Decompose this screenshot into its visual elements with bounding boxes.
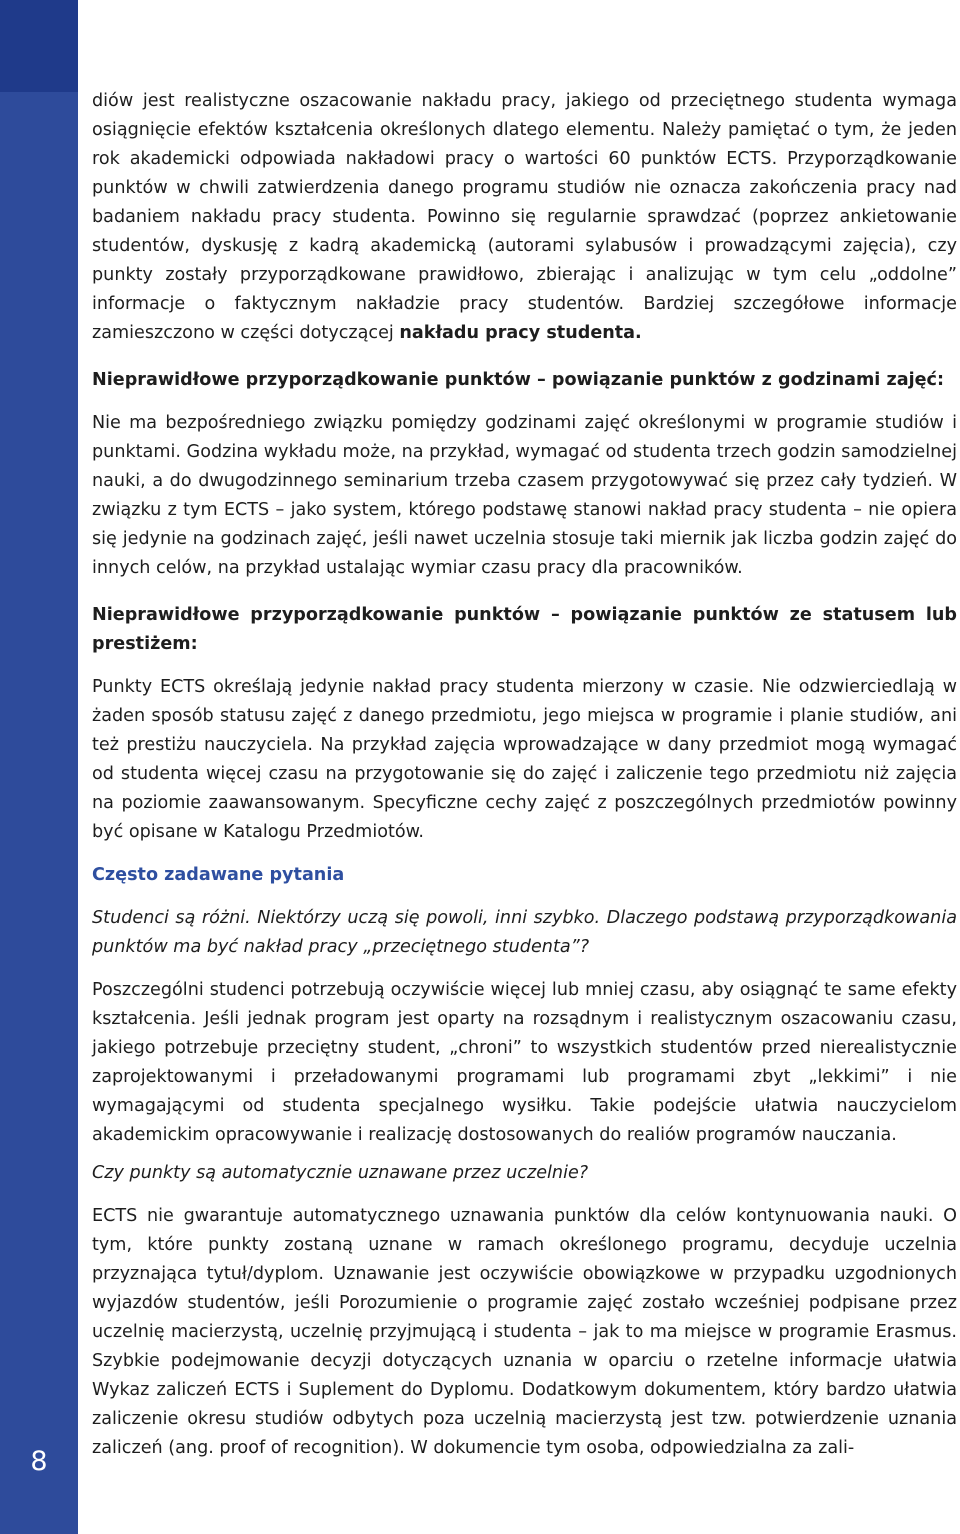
faq-question-2: Czy punkty są automatycznie uznawane przez uczelnie? (92, 1163, 589, 1183)
paragraph-hours: Nie ma bezpośredniego związku pomiędzy godzinami zajęć określonymi w programie studiów i punktami. Godzina wykładu może, na przykład, wymagać od studenta trzech godzin samodzielnej nauki, a do dwugodzinnego seminarium trzeba czasem przygotowywać się przez cały tydzień. W związku z tym ECTS – jako system, którego podstawę stanowi nakład pracy studenta – nie opiera się jedynie na godzinach zajęć, jeśli nawet uczelnia stosuje taki miernik jak liczba godzin zajęć do innych celów, na przykład ustalając wymiar czasu pracy dla pracowników. (92, 413, 957, 578)
sidebar-top-block (0, 0, 78, 92)
paragraph-intro (92, 87, 957, 348)
paragraph-status: Punkty ECTS określają jedynie nakład pracy studenta mierzony w czasie. Nie odzwierciedlają w żaden sposób statusu zajęć z danego przedmiotu, jego miejsca w programie i planie studiów, ani też prestiżu nauczyciela. Na przykład zajęcia wprowadzające w dany przedmiot mogą wymagać od studenta więcej czasu na przygotowanie się do zajęć i zaliczenie tego przedmiotu niż zajęcia na poziomie zaawansowanym. Specyficzne cechy zajęć z poszczególnych przedmiotów powinny być opisane w Katalogu Przedmiotów. (92, 677, 957, 842)
faq-answer-1: Poszczególni studenci potrzebują oczywiście więcej lub mniej czasu, aby osiągnąć te same efekty kształcenia. Jeśli jednak program jest oparty na rozsądnym i realistycznym oszacowaniu czasu, jakiego potrzebuje przeciętny student, „chroni” to wszystkich studentów przed nierealistycznie zaprojektowanymi i przeładowanymi programami lub programami zbyt „lekkimi” i nie wymagającymi od studenta specjalnego wysiłku. Takie podejście ułatwia nauczycielom akademickim opracowywanie i realizację dostosowanych do realiów programów nauczania. (92, 980, 957, 1145)
page-number: 8 (30, 1446, 48, 1477)
paragraph-intro-bold-link: nakładu pracy studenta. (399, 323, 642, 343)
faq-answer-2: ECTS nie gwarantuje automatycznego uznawania punktów dla celów kontynuowania nauki. O tym, które punkty zostaną uznane w ramach określonego programu, decyduje uczelnia przyznająca tytuł/dyplom. Uznawanie jest oczywiście obowiązkowe w przypadku uzgodnionych wyjazdów studentów, jeśli Porozumienie o programie zajęć zostało wcześniej podpisane przez uczelnię macierzystą, uczelnię przyjmującą i studenta – jak to ma miejsce w programie Erasmus. Szybkie podejmowanie decyzji dotyczących uznania w oparciu o rzetelne informacje ułatwia Wykaz zaliczeń ECTS i Suplement do Dyplomu. Dodatkowym dokumentem, który bardzo ułatwia zaliczenie okresu studiów odbytych poza uczelnią macierzystą jest tzw. potwierdzenie uznania zaliczeń (ang. proof of recognition). W dokumencie tym osoba, odpowiedzialna za zali- (92, 1206, 957, 1458)
section-heading-status: Nieprawidłowe przyporządkowanie punktów – powiązanie punktów ze statusem lub prestiżem: (92, 605, 957, 654)
paragraph-intro-text: diów jest realistyczne oszacowanie nakładu pracy, jakiego od przeciętnego studenta wymaga osiągnięcie efektów kształcenia określonych dlatego elementu. Należy pamiętać o tym, że jeden rok akademicki odpowiada nakładowi pracy o wartości 60 punktów ECTS. Przyporządkowanie punktów w chwili zatwierdzenia danego programu studiów nie oznacza zakończenia pracy nad badaniem nakładu pracy studenta. Powinno się regularnie sprawdzać (poprzez ankietowanie studentów, dyskusję z kadrą akademicką (autorami sylabusów i prowadzącymi zajęcia), czy punkty zostały przyporządkowane prawidłowo, zbierając i analizując w tym celu „oddolne” informacje o faktycznym nakładzie pracy studentów. Bardziej szczegółowe informacje zamieszczono w części dotyczącej (92, 91, 957, 343)
page-sidebar (0, 0, 78, 1534)
page-content (92, 87, 957, 1463)
faq-question-1: Studenci są różni. Niektórzy uczą się powoli, inni szybko. Dlaczego podstawą przyporządkowania punktów ma być nakład pracy „przeciętnego studenta”? (92, 908, 957, 957)
faq-title: Często zadawane pytania (92, 865, 345, 885)
section-heading-hours: Nieprawidłowe przyporządkowanie punktów – powiązanie punktów z godzinami zajęć: (92, 370, 944, 390)
